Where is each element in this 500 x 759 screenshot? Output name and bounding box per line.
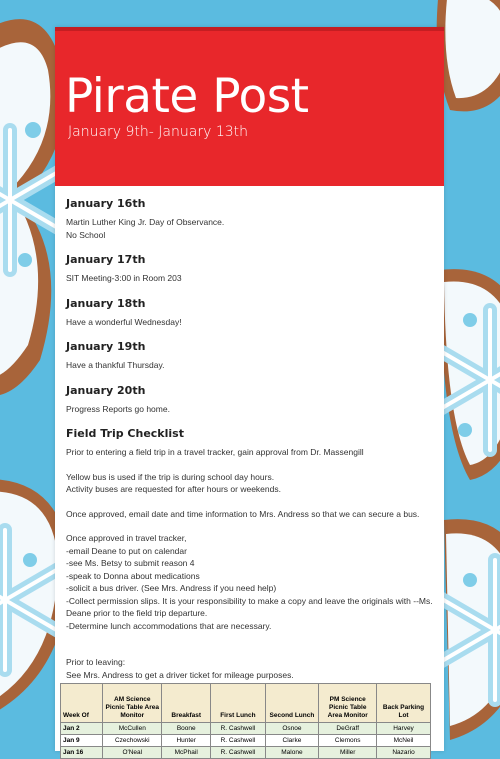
- table-cell: McCullen: [103, 723, 162, 735]
- column-header: Back Parking Lot: [377, 684, 431, 723]
- event-jan-19: [66, 340, 433, 372]
- table-cell: Clarke: [265, 735, 319, 747]
- column-header: AM Science Picnic Table Area Monitor: [103, 684, 162, 723]
- event-jan-18: [66, 297, 433, 329]
- table-row: [61, 723, 431, 735]
- field-trip-paragraph: Prior to entering a field trip in a travel tracker, gain approval from Dr. Massengill: [66, 447, 364, 457]
- header-banner: [55, 27, 444, 186]
- field-trip-paragraph: Once approved in travel tracker, -email Deane to put on calendar -see Ms. Betsy to submit reason 4 -speak to Donna about medications -solicit a bus driver. (See Mrs. Andress if you need help) -Collect permission slips. It is your responsibility to make a copy and leave the originals with --Ms. Deane prior to the field trip departure. -Determine lunch accommodations that are necessary.: [66, 533, 433, 631]
- field-trip-paragraph: Yellow bus is used if the trip is during school day hours. Activity buses are requested for after hours or weekends.: [66, 471, 281, 494]
- table-cell: Jan 2: [61, 723, 103, 735]
- event-heading: January 19th: [66, 340, 146, 353]
- field-trip-paragraph: Once approved, email date and time information to Mrs. Andress so that we can secure a bus.: [66, 508, 420, 519]
- column-header: First Lunch: [211, 684, 265, 723]
- table-cell: Clemons: [319, 735, 377, 747]
- table-cell: DeGraff: [319, 723, 377, 735]
- event-body: Have a thankful Thursday.: [66, 360, 165, 370]
- table-cell: McPhail: [162, 747, 211, 759]
- field-trip-paragraph: Prior to leaving: See Mrs. Andress to get a driver ticket for mileage purposes.: [66, 657, 294, 680]
- event-body: Progress Reports go home.: [66, 403, 170, 414]
- event-heading: January 18th: [66, 296, 146, 310]
- newsletter-body: [55, 186, 444, 681]
- table-cell: R. Cashwell: [211, 747, 265, 759]
- table-cell: Boone: [162, 723, 211, 735]
- table-cell: Jan 9: [61, 735, 103, 747]
- column-header: Second Lunch: [265, 684, 319, 723]
- newsletter-card: [55, 27, 444, 756]
- table-cell: O'Neal: [103, 747, 162, 759]
- date-range-subtitle: January 9th- January 13th: [68, 124, 248, 140]
- newsletter-title: Pirate Post: [65, 69, 309, 124]
- event-jan-17: [66, 253, 433, 285]
- table-cell: R. Cashwell: [211, 735, 265, 747]
- field-trip-heading: Field Trip Checklist: [66, 427, 184, 440]
- event-jan-16: [66, 197, 433, 241]
- event-heading: January 17th: [66, 253, 146, 266]
- table-cell: Harvey: [377, 723, 431, 735]
- column-header: PM Science Picnic Table Area Monitor: [319, 684, 377, 723]
- table-cell: R. Cashwell: [211, 723, 265, 735]
- table-cell: Miller: [319, 747, 377, 759]
- column-header: Week Of: [61, 684, 103, 723]
- event-body: Have a wonderful Wednesday!: [66, 316, 182, 327]
- table-cell: Jan 16: [61, 747, 103, 759]
- table-row: [61, 735, 431, 747]
- field-trip-checklist: [66, 427, 433, 681]
- duty-schedule-table: [60, 683, 431, 759]
- table-cell: McNeil: [377, 735, 431, 747]
- event-body: SIT Meeting-3:00 in Room 203: [66, 273, 182, 283]
- table-cell: Czechowski: [103, 735, 162, 747]
- event-jan-20: [66, 384, 433, 416]
- column-header: Breakfast: [162, 684, 211, 723]
- table-cell: Malone: [265, 747, 319, 759]
- event-heading: January 16th: [66, 197, 146, 210]
- table-cell: Osnoe: [265, 723, 319, 735]
- table-cell: Nazario: [377, 747, 431, 759]
- table-header-row: [61, 684, 431, 723]
- event-body: Martin Luther King Jr. Day of Observance. No School: [66, 217, 225, 240]
- event-heading: January 20th: [66, 383, 146, 397]
- table-cell: Hunter: [162, 735, 211, 747]
- table-row: [61, 747, 431, 759]
